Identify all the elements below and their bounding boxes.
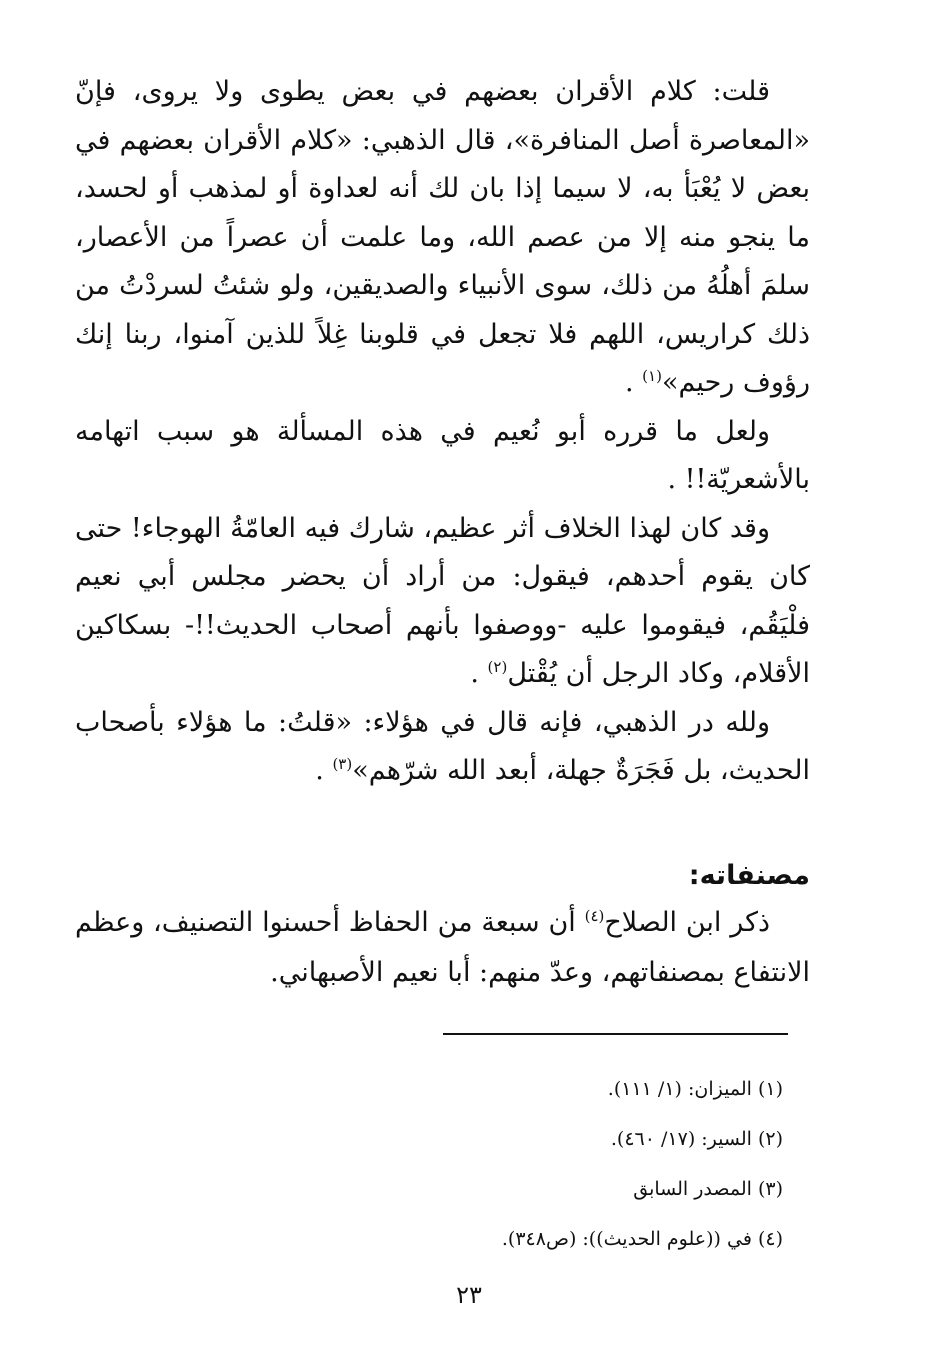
page-number: ٢٣ bbox=[456, 1281, 482, 1309]
paragraph-end: . bbox=[470, 658, 488, 689]
paragraph-3 bbox=[75, 505, 810, 699]
footnote-ref-2: (٢) bbox=[487, 658, 508, 676]
paragraph-end: . bbox=[667, 464, 685, 495]
body-text bbox=[75, 68, 810, 796]
paragraph-5 bbox=[75, 898, 810, 998]
paragraph-text: أن سبعة من الحفاظ أحسنوا التصنيف، وعظم الانتفاع بمصنفاتهم، وعدّ منهم: أبا نعيم الأصبهاني. bbox=[75, 907, 810, 988]
footnote-3: (٣) المصدر السابق bbox=[633, 1178, 783, 1200]
paragraph-text: ذكر ابن الصلاح bbox=[604, 907, 770, 938]
section-paragraph bbox=[75, 898, 810, 998]
footnote-divider bbox=[443, 1033, 788, 1035]
paragraph-text: قلت: كلام الأقران بعضهم في بعض يطوى ولا يروى، فإنّ «المعاصرة أصل المنافرة»، قال الذهبي: «كلام الأقران بعضهم في بعض لا يُعْبَأ به، لا سيما إذا بان لك أنه لعداوة أو لمذهب أو لحسد، ما ينجو منه إلا من عصم الله، وما علمت أن عصراً من الأعصار، سلمَ أهلُهُ من ذلك، سوى الأنبياء والصديقين، ولو شئتُ لسردْتُ من ذلك كراريس، اللهم فلا تجعل في قلوبنا غِلاً للذين آمنوا، ربنا إنك رؤوف رحيم» bbox=[75, 76, 810, 398]
footnote-1: (١) الميزان: (١/ ١١١). bbox=[607, 1078, 783, 1100]
footnotes bbox=[502, 1064, 783, 1264]
footnote-ref-1: (١) bbox=[642, 367, 662, 385]
paragraph-text: وقد كان لهذا الخلاف أثر عظيم، شارك فيه العامّةُ الهوجاء! حتى كان يقوم أحدهم، فيقول: من أراد أن يحضر مجلس أبي نعيم فلْيَقُم، فيقوموا عليه -ووصفوا بأنهم أصحاب الحديث!!- بسكاكين الأقلام، وكاد الرجل أن يُقْتل bbox=[75, 512, 810, 689]
footnote-ref-4: (٤) bbox=[584, 907, 605, 925]
paragraph-2 bbox=[75, 408, 810, 505]
paragraph-text: ولعل ما قرره أبو نُعيم في هذه المسألة هو سبب اتهامه بالأشعريّة!! bbox=[75, 415, 810, 495]
footnote-ref-3: (٣) bbox=[332, 755, 353, 773]
paragraph-end: . bbox=[315, 755, 333, 786]
paragraph-1 bbox=[75, 68, 810, 408]
footnote-4: (٤) في ((علوم الحديث)): (ص٣٤٨). bbox=[501, 1228, 783, 1250]
paragraph-text: ولله در الذهبي، فإنه قال في هؤلاء: «قلتُ: ما هؤلاء بأصحاب الحديث، بل فَجَرَةٌ جهلة، أبعد الله شرّهم» bbox=[75, 706, 810, 786]
footnote-2: (٢) السير: (١٧/ ٤٦٠). bbox=[610, 1128, 783, 1150]
section-title: مصنفاته: bbox=[688, 860, 810, 891]
paragraph-end: . bbox=[624, 367, 643, 398]
paragraph-4 bbox=[75, 699, 810, 796]
